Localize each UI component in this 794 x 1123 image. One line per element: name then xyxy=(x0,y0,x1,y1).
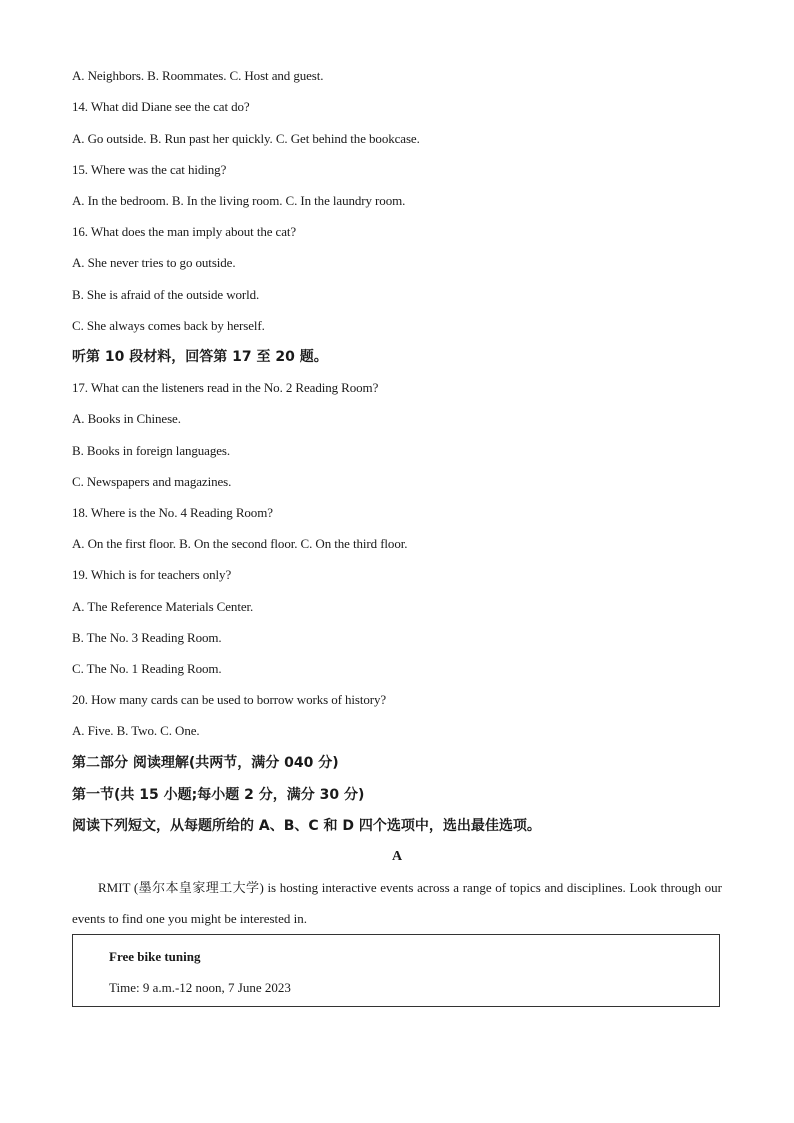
question-18: 18. Where is the No. 4 Reading Room? xyxy=(72,505,273,520)
answer-options-18: A. On the first floor. B. On the second floor. C. On the third floor. xyxy=(72,536,408,551)
answer-options-13: A. Neighbors. B. Roommates. C. Host and guest. xyxy=(72,68,324,83)
answer-option-16b: B. She is afraid of the outside world. xyxy=(72,287,260,302)
event-title: Free bike tuning xyxy=(109,949,201,964)
answer-options-14: A. Go outside. B. Run past her quickly. C. Get behind the bookcase. xyxy=(72,131,420,146)
answer-option-19b: B. The No. 3 Reading Room. xyxy=(72,630,222,645)
section-1-heading: 第一节(共 15 小题;每小题 2 分，满分 30 分) xyxy=(72,787,365,803)
event-box xyxy=(72,934,720,1007)
reading-instruction: 阅读下列短文，从每题所给的 A、B、C 和 D 四个选项中，选出最佳选项。 xyxy=(72,818,541,834)
answer-option-19a: A. The Reference Materials Center. xyxy=(72,599,254,614)
passage-label: A xyxy=(391,849,403,864)
answer-option-17c: C. Newspapers and magazines. xyxy=(72,474,232,489)
answer-options-20: A. Five. B. Two. C. One. xyxy=(72,723,200,738)
question-16: 16. What does the man imply about the cat? xyxy=(72,224,297,239)
answer-option-17a: A. Books in Chinese. xyxy=(72,411,181,426)
question-20: 20. How many cards can be used to borrow works of history? xyxy=(72,692,387,707)
question-19: 19. Which is for teachers only? xyxy=(72,567,232,582)
answer-option-17b: B. Books in foreign languages. xyxy=(72,443,231,458)
answer-options-15: A. In the bedroom. B. In the living room. C. In the laundry room. xyxy=(72,193,406,208)
passage-intro: RMIT (墨尔本皇家理工大学) is hosting interactive events across a range of topics and disciplines. Look through our events to find one you might be interested in. xyxy=(72,880,722,926)
answer-option-16a: A. She never tries to go outside. xyxy=(72,255,236,270)
event-time: Time: 9 a.m.-12 noon, 7 June 2023 xyxy=(109,980,291,995)
part-2-heading: 第二部分 阅读理解(共两节，满分 040 分) xyxy=(72,755,339,771)
section-10-heading: 听第 10 段材料，回答第 17 至 20 题。 xyxy=(72,349,328,365)
question-17: 17. What can the listeners read in the No. 2 Reading Room? xyxy=(72,380,379,395)
question-15: 15. Where was the cat hiding? xyxy=(72,162,227,177)
answer-option-19c: C. The No. 1 Reading Room. xyxy=(72,661,222,676)
answer-option-16c: C. She always comes back by herself. xyxy=(72,318,265,333)
question-14: 14. What did Diane see the cat do? xyxy=(72,99,250,114)
